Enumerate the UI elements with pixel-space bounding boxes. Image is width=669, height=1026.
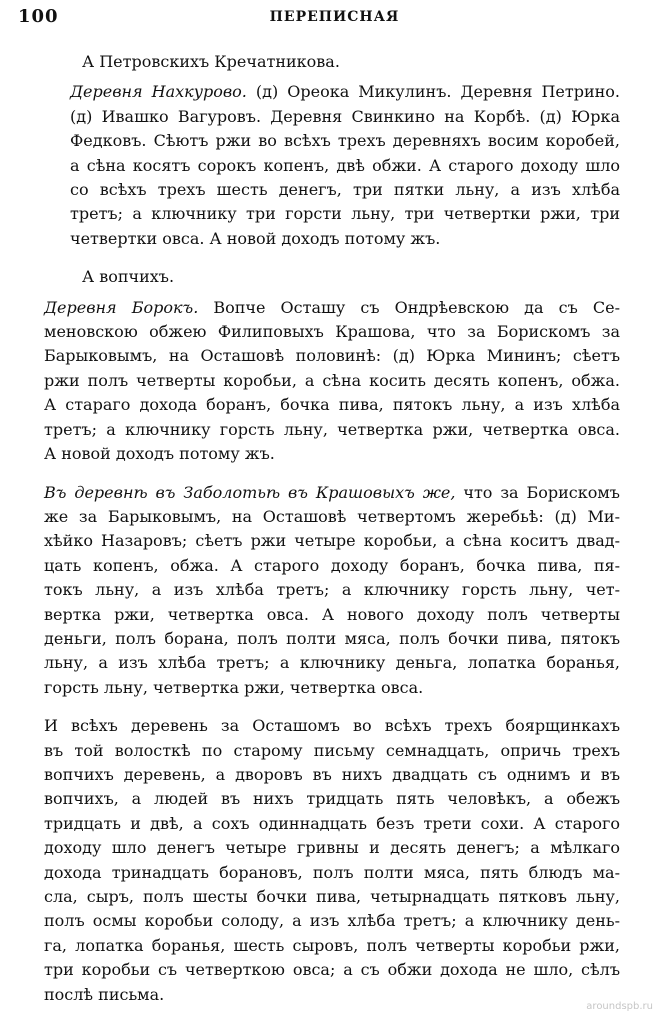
text-line: деньги, полъ борана, полъ полти мяса, полъ бочки пива, пятокъ [44,628,620,648]
section-heading: А вопчихъ. [82,267,175,287]
text-line: Барыковымъ, на Осташовѣ половинѣ: (д) Юрка Мининъ; сѣетъ [44,346,620,366]
text-line: А новой доходъ потому жъ. [44,444,275,464]
text-line: ржи полъ четверты коробьи, а сѣна косить десять копенъ, обжа. [44,370,620,390]
text-line: И всѣхъ деревень за Осташомъ во всѣхъ трехъ боярщинкахъ [44,716,620,736]
text-line: а сѣна косятъ сорокъ копенъ, двѣ обжи. А старого доходу шло [70,155,620,175]
text-line: сла, сыръ, полъ шесты бочки пива, четырнадцать пятковъ льну, [44,887,620,906]
text-line: меновскою обжею Филиповыхъ Крашова, что за Борискомъ за [44,322,620,342]
text-line: въ той волосткѣ по старому письму семнадцать, опричь трехъ [44,740,620,760]
paragraph [44,296,620,467]
text-line: тридцать и двѣ, а сохъ одиннадцать безъ трети сохи. А старого [44,813,620,833]
text-line: хѣйко Назаровъ; сѣетъ ржи четыре коробьи, а сѣна коситъ двад- [44,531,620,551]
paragraph [44,80,620,251]
page-body [44,50,620,1021]
site-watermark: aroundspb.ru [586,1001,653,1012]
text-line: Деревня Нахкурово. (д) Ореока Микулинъ. Деревня Петрино. [70,82,621,102]
text-line: вертка ржи, четвертка овса. А нового доходу полъ четверты [44,604,620,624]
text-line: послѣ письма. [44,984,165,1004]
text-line: четвертки овса. А новой доходъ потому жъ. [70,228,441,248]
text-line: три коробьи съ четверткою овса; а съ обжи дохода не шло, сѣлъ [44,960,620,980]
page-number: 100 [18,6,59,27]
text-line: га, лопатка боранья, шесть сыровъ, полъ четверты коробьи ржи, [44,935,620,955]
text-line: токъ льну, а изъ хлѣба третъ; а ключнику горсть льну, чет- [44,580,620,600]
text-line: льну, а изъ хлѣба третъ; а ключнику деньга, лопатка боранья, [44,653,620,673]
paragraph [44,481,620,701]
text-line: вопчихъ деревень, а дворовъ въ нихъ двадцать съ однимъ и въ [44,764,620,784]
text-line: же за Барыковымъ, на Осташовѣ четвертомъ жеребьѣ: (д) Ми- [44,506,620,526]
text-line: цать копенъ, обжа. А старого доходу боранъ, бочка пива, пя- [44,555,620,575]
text-line: доходу шло денегъ четыре гривны и десять денегъ; а мѣлкаго [44,838,620,858]
text-line: вопчихъ, а людей въ нихъ тридцать пять человѣкъ, а обежъ [44,789,620,809]
text-line: третъ; а ключнику горсть льну, четвертка ржи, четвертка овса. [44,419,620,439]
text-line: Федковъ. Сѣютъ ржи во всѣхъ трехъ деревняхъ восим коробей, [70,131,620,151]
section-heading: А Петровскихъ Кречатникова. [82,52,340,71]
running-title: ПЕРЕПИСНАЯ [269,9,400,25]
text-line: дохода тринадцать борановъ, полъ полти мяса, пять блюдъ ма- [44,862,620,882]
text-line: горсть льну, четвертка ржи, четвертка овса. [44,677,424,697]
text-line: полъ осмы коробьи солоду, а изъ хлѣба третъ; а ключнику день- [44,911,620,931]
text-line: третъ; а ключнику три горсти льну, три четвертки ржи, три [70,204,620,224]
text-line: Деревня Борокъ. Вопче Осташу съ Ондрѣевскою да съ Се- [44,297,620,317]
paragraph [44,714,620,1007]
text-line: со всѣхъ трехъ шесть денегъ, три пятки льну, а изъ хлѣба [70,180,620,200]
text-line: (д) Ивашко Вагуровъ. Деревня Свинкино на Корбѣ. (д) Юрка [70,106,620,126]
text-line: А стараго дохода боранъ, бочка пива, пятокъ льну, а изъ хлѣба [44,395,620,415]
text-line: Въ деревнѣ въ Заболотьѣ въ Крашовыхъ же, что за Борискомъ [44,482,620,502]
